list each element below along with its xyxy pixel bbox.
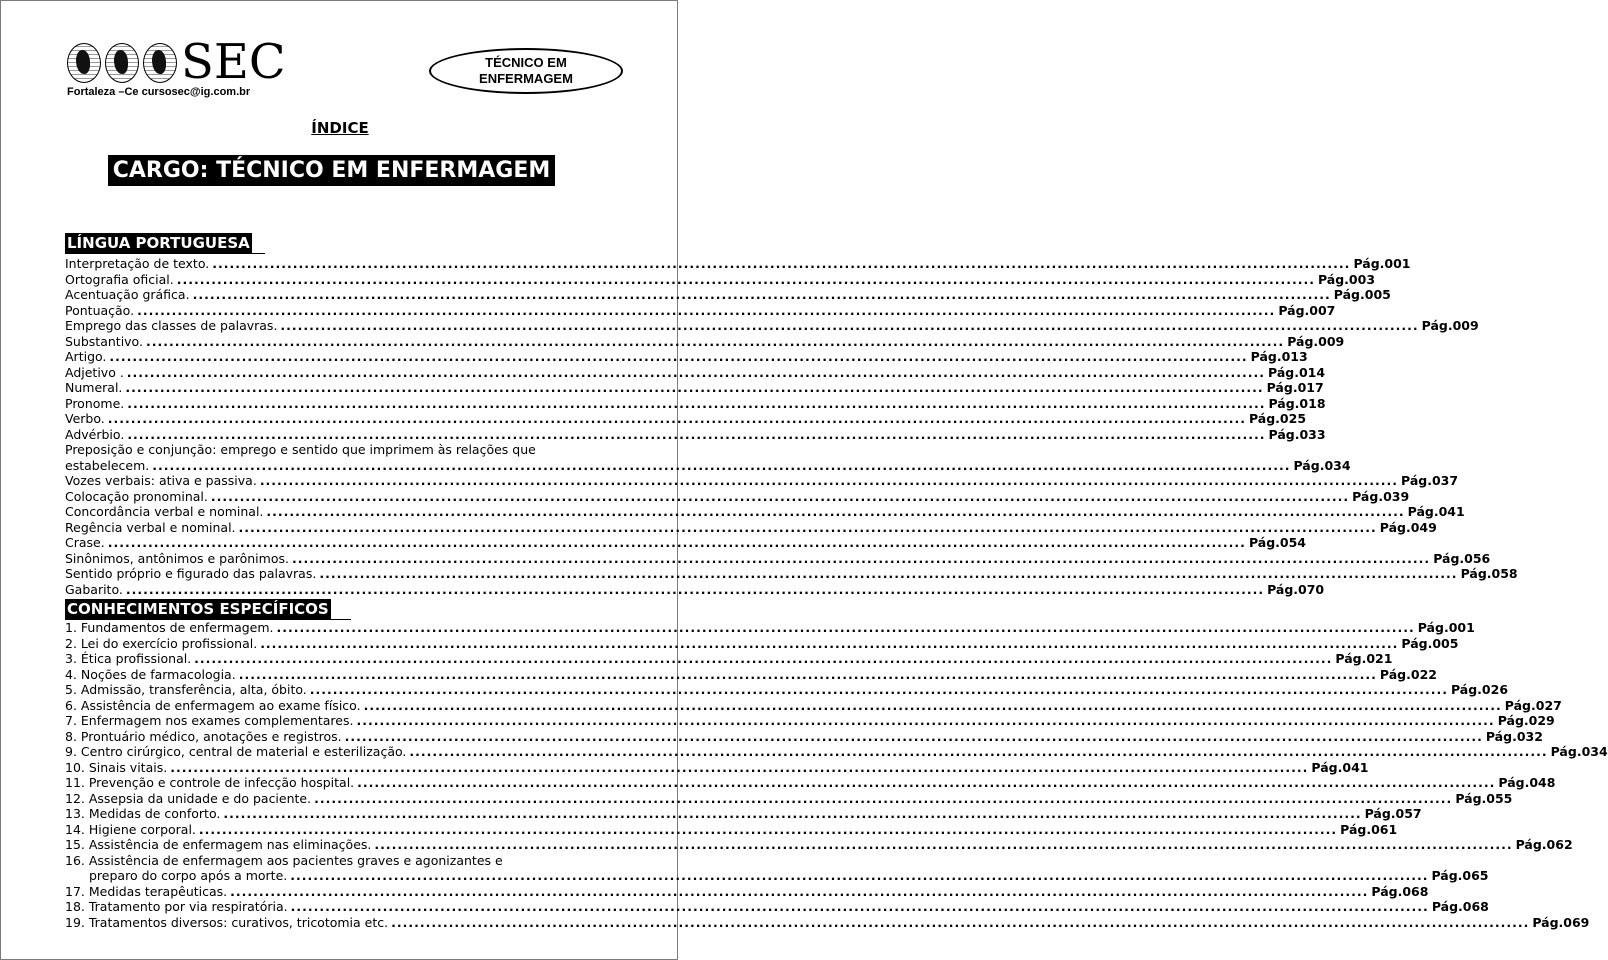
dot-leader — [127, 396, 1265, 412]
dot-leader — [108, 411, 1246, 427]
toc-entry-text: Sentido próprio e figurado das palavras. — [65, 566, 317, 581]
toc-list-lingua-portuguesa — [65, 256, 1518, 597]
toc-entry-text: 6. Assistência de enfermagem ao exame físico. — [65, 697, 361, 713]
toc-entry-text: 7. Enfermagem nos exames complementares. — [65, 713, 354, 728]
globe-icon — [67, 43, 101, 83]
toc-entry-page: Pág.003 — [1317, 271, 1376, 287]
toc-entry-text: preparo do corpo após a morte. — [89, 868, 288, 883]
toc-entry — [65, 349, 1308, 365]
toc-entry-page: Pág.034 — [1293, 457, 1351, 473]
toc-entry-text: Colocação pronominal. — [65, 488, 208, 504]
dot-leader — [194, 651, 1332, 667]
toc-entry — [65, 256, 1411, 272]
toc-entry-text: Vozes verbais: ativa e passiva. — [65, 473, 257, 488]
dot-leader — [345, 729, 1483, 745]
toc-entry — [65, 868, 1489, 884]
globe-icon — [105, 43, 139, 83]
course-badge — [429, 48, 623, 94]
toc-entry — [65, 535, 1306, 551]
dot-leader — [260, 473, 1398, 489]
toc-entry-text: 5. Admissão, transferência, alta, óbito. — [65, 682, 307, 697]
toc-entry — [65, 697, 1562, 714]
toc-entry-text: 4. Noções de farmacologia. — [65, 666, 236, 682]
dot-leader — [170, 760, 1308, 776]
toc-entry-page: Pág.014 — [1268, 364, 1326, 380]
toc-entry-page: Pág.009 — [1287, 333, 1345, 349]
course-badge-line1: TÉCNICO EM — [485, 55, 567, 70]
toc-entry-text: 2. Lei do exercício profissional. — [65, 635, 258, 651]
toc-entry-page: Pág.061 — [1340, 821, 1398, 837]
toc-entry — [65, 728, 1543, 745]
toc-entry-page: Pág.001 — [1417, 620, 1475, 635]
dot-leader — [319, 566, 1457, 582]
toc-entry — [65, 380, 1324, 396]
toc-entry — [65, 457, 1351, 474]
toc-entry-text: Substantivo. — [65, 333, 143, 349]
globes-logo — [65, 39, 175, 85]
dot-leader — [127, 427, 1265, 443]
toc-entry-page: Pág.054 — [1248, 535, 1306, 550]
toc-entry — [65, 411, 1307, 427]
dot-leader — [230, 884, 1368, 900]
toc-entry-page: Pág.056 — [1433, 550, 1491, 566]
dot-leader — [357, 775, 1495, 791]
dot-leader — [277, 620, 1415, 636]
dot-leader — [177, 272, 1315, 288]
brand-tagline: Fortaleza –Ce cursosec@ig.com.br — [67, 86, 251, 98]
dot-leader — [199, 822, 1337, 838]
toc-entry-page: Pág.068 — [1371, 883, 1429, 899]
toc-entry-text: Acentuação gráfica. — [65, 287, 190, 302]
toc-entry — [65, 682, 1509, 698]
toc-entry — [65, 744, 1608, 760]
toc-entry — [65, 775, 1556, 791]
dot-leader — [146, 334, 1284, 350]
toc-entry-page: Pág.037 — [1401, 473, 1459, 488]
toc-entry-text: Adjetivo . — [65, 364, 124, 380]
toc-entry — [65, 821, 1398, 838]
toc-entry-text: Numeral. — [65, 380, 123, 395]
toc-entry — [65, 837, 1573, 853]
toc-entry — [65, 666, 1437, 683]
dot-leader — [193, 287, 1331, 303]
toc-entry-page: Pág.057 — [1364, 806, 1422, 821]
dot-leader — [409, 744, 1547, 760]
toc-entry-page: Pág.017 — [1266, 380, 1324, 395]
dot-leader — [127, 365, 1265, 381]
toc-entry — [65, 519, 1437, 536]
dot-leader — [125, 380, 1263, 396]
toc-entry-page: Pág.039 — [1352, 488, 1410, 504]
toc-entry-page: Pág.005 — [1333, 287, 1391, 302]
toc-entry-page: Pág.055 — [1455, 790, 1513, 806]
toc-entry-text: estabelecem. — [65, 457, 150, 473]
toc-entry — [65, 426, 1326, 443]
toc-entry — [65, 302, 1336, 319]
toc-entry-text: Artigo. — [65, 349, 107, 364]
toc-entry-text: 18. Tratamento por via respiratória. — [65, 899, 288, 914]
dot-leader — [109, 349, 1247, 365]
dot-leader — [364, 698, 1502, 714]
dot-leader — [356, 713, 1494, 729]
toc-entry — [65, 759, 1369, 776]
dot-leader — [152, 458, 1290, 474]
toc-entry-text: 15. Assistência de enfermagem nas eliminações. — [65, 837, 372, 852]
brand-name: SEC — [181, 34, 286, 90]
toc-entry-text: 8. Prontuário médico, anotações e registros. — [65, 728, 342, 744]
globe-icon — [143, 43, 177, 83]
toc-entry-text: Gabarito. — [65, 581, 123, 597]
dot-leader — [290, 868, 1428, 884]
toc-entry-page: Pág.068 — [1431, 899, 1489, 914]
toc-entry-text: 3. Ética profissional. — [65, 651, 192, 666]
toc-entry — [65, 504, 1465, 520]
toc-entry-text: Interpretação de texto. — [65, 256, 210, 271]
toc-entry-text: Pronome. — [65, 395, 125, 411]
dot-leader — [310, 682, 1448, 698]
toc-entry-page: Pág.041 — [1407, 504, 1465, 519]
toc-entry — [65, 883, 1429, 900]
toc-entry — [65, 635, 1459, 652]
toc-entry-page: Pág.005 — [1401, 635, 1459, 651]
toc-entry-text: Preposição e conjunção: emprego e sentido que imprimem às relações que — [65, 442, 536, 457]
toc-entry-text: Verbo. — [65, 411, 105, 426]
toc-entry-page: Pág.041 — [1311, 759, 1369, 775]
toc-entry — [65, 806, 1422, 822]
cargo-banner: CARGO: TÉCNICO EM ENFERMAGEM — [108, 155, 555, 186]
dot-leader — [137, 303, 1275, 319]
toc-entry — [65, 550, 1491, 567]
toc-entry — [65, 620, 1475, 636]
toc-entry-page: Pág.027 — [1504, 697, 1562, 713]
toc-entry — [65, 651, 1393, 667]
toc-entry-text: 9. Centro cirúrgico, central de material e esterilização. — [65, 744, 407, 759]
dot-leader — [391, 915, 1529, 931]
toc-entry-page: Pág.022 — [1379, 666, 1437, 682]
index-title: ÍNDICE — [311, 119, 369, 137]
toc-entry-page: Pág.026 — [1450, 682, 1509, 697]
dot-leader — [266, 504, 1404, 520]
toc-entry-text: Pontuação. — [65, 302, 135, 318]
toc-entry-text: 1. Fundamentos de enfermagem. — [65, 620, 274, 635]
toc-entry-text: 17. Medidas terapêuticas. — [65, 883, 228, 899]
toc-entry-page: Pág.001 — [1353, 256, 1411, 271]
toc-entry — [65, 364, 1326, 381]
toc-entry-page: Pág.058 — [1460, 566, 1518, 581]
toc-entry-page: Pág.034 — [1550, 744, 1608, 759]
toc-entry-text: Emprego das classes de palavras. — [65, 318, 278, 333]
toc-entry-page: Pág.021 — [1335, 651, 1393, 666]
toc-entry-page: Pág.070 — [1267, 581, 1325, 597]
toc-entry-text: 16. Assistência de enfermagem aos pacientes graves e agonizantes e — [65, 852, 503, 868]
dot-leader — [212, 256, 1350, 272]
toc-entry-page: Pág.033 — [1268, 426, 1326, 442]
toc-entry-page: Pág.048 — [1498, 775, 1556, 790]
toc-entry-text: 11. Prevenção e controle de infecção hospital. — [65, 775, 355, 790]
toc-entry-text: 14. Higiene corporal. — [65, 821, 196, 837]
toc-entry-text: Concordância verbal e nominal. — [65, 504, 264, 519]
toc-entry — [65, 333, 1345, 350]
toc-entry — [65, 713, 1555, 729]
toc-entry-page: Pág.025 — [1248, 411, 1307, 426]
toc-entry-page: Pág.049 — [1379, 519, 1437, 535]
toc-entry — [65, 899, 1489, 915]
toc-entry-page: Pág.062 — [1515, 837, 1573, 852]
toc-entry-page: Pág.013 — [1250, 349, 1308, 364]
toc-entry-text: 10. Sinais vitais. — [65, 759, 168, 775]
dot-leader — [314, 791, 1452, 807]
toc-entry — [65, 318, 1479, 334]
dot-leader — [108, 535, 1246, 551]
course-badge-line2: ENFERMAGEM — [479, 71, 573, 86]
toc-entry-page: Pág.032 — [1485, 728, 1543, 744]
toc-entry-text: Ortografia oficial. — [65, 271, 174, 287]
toc-entry-page: Pág.069 — [1532, 914, 1590, 930]
toc-list-conhecimentos-especificos — [65, 620, 1608, 930]
toc-entry — [65, 488, 1410, 505]
section-heading-lingua-portuguesa: LÍNGUA PORTUGUESA — [67, 234, 250, 252]
toc-entry — [65, 566, 1518, 582]
dot-leader — [239, 667, 1377, 683]
toc-entry-text: Advérbio. — [65, 426, 125, 442]
dot-leader — [292, 551, 1430, 567]
toc-entry — [65, 473, 1459, 489]
toc-entry — [65, 395, 1326, 412]
toc-entry-page: Pág.018 — [1268, 395, 1326, 411]
toc-entry — [65, 287, 1391, 303]
dot-leader — [280, 318, 1418, 334]
toc-entry-page: Pág.065 — [1431, 868, 1489, 883]
toc-entry-text: 19. Tratamentos diversos: curativos, tricotomia etc. — [65, 914, 389, 930]
toc-entry — [65, 271, 1376, 288]
dot-leader — [374, 837, 1512, 853]
dot-leader — [126, 582, 1264, 598]
section-underline — [65, 253, 265, 254]
toc-entry-text: Crase. — [65, 535, 105, 550]
toc-entry-text: 12. Assepsia da unidade e do paciente. — [65, 790, 312, 806]
toc-entry — [65, 790, 1513, 807]
toc-entry — [65, 581, 1325, 598]
section-heading-conhecimentos-especificos: CONHECIMENTOS ESPECÍFICOS — [67, 600, 329, 618]
dot-leader — [211, 489, 1349, 505]
dot-leader — [239, 520, 1377, 536]
toc-entry-text: 13. Medidas de conforto. — [65, 806, 221, 821]
dot-leader — [291, 899, 1429, 915]
toc-entry-text: Sinônimos, antônimos e parônimos. — [65, 550, 289, 566]
toc-entry-page: Pág.007 — [1278, 302, 1336, 318]
dot-leader — [223, 806, 1361, 822]
toc-entry-text: Regência verbal e nominal. — [65, 519, 236, 535]
toc-entry-page: Pág.029 — [1497, 713, 1555, 728]
toc-entry — [65, 914, 1590, 931]
dot-leader — [260, 636, 1398, 652]
toc-entry-page: Pág.009 — [1421, 318, 1479, 333]
